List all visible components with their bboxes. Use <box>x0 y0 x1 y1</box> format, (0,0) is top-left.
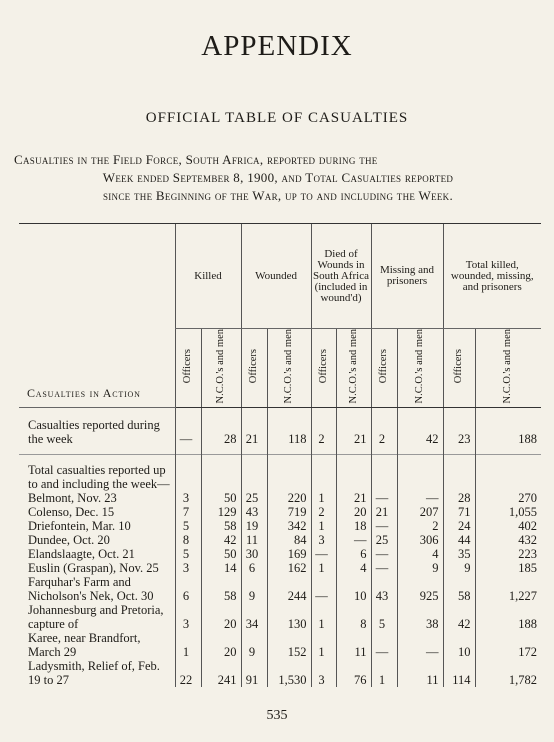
table-row <box>19 491 541 505</box>
cell-missing-men: — <box>397 491 443 505</box>
cell-killed-men: 129 <box>201 505 241 519</box>
cell-missing-officers: 5 <box>371 603 397 631</box>
cell-total-officers: 42 <box>443 603 475 631</box>
subheader-ncos <box>336 329 371 408</box>
cell-total-men: 188 <box>475 407 541 454</box>
subheader-officers-label: Officers <box>453 349 465 384</box>
page-number: 535 <box>266 708 288 723</box>
cell-total-officers: 58 <box>443 575 475 603</box>
group-header-died-of-wounds: Died of Wounds in South Africa (included in wound'd) <box>311 224 371 329</box>
caption-line-2: Week ended September 8, 1900, and Total Casualties reported <box>102 170 454 185</box>
cell-total-men: 188 <box>475 603 541 631</box>
cell-missing-men: 9 <box>397 561 443 575</box>
cell-total-officers: 24 <box>443 519 475 533</box>
cell-killed-officers: 3 <box>175 561 201 575</box>
cell-died-men: 11 <box>336 631 371 659</box>
cell-killed-officers: 6 <box>175 575 201 603</box>
cell-wounded-officers: 43 <box>241 505 267 519</box>
cell-wounded-men: 169 <box>267 547 311 561</box>
cell-wounded-officers: 34 <box>241 603 267 631</box>
cell-killed-officers: 5 <box>175 519 201 533</box>
cell-died-men: 10 <box>336 575 371 603</box>
row-label: Karee, near Brandfort, March 29 <box>28 630 141 659</box>
cell-killed-officers: 7 <box>175 505 201 519</box>
subheader-ncos-label: N.C.O.'s and men <box>215 329 226 404</box>
cell-died-men: 18 <box>336 519 371 533</box>
cell-missing-men: 4 <box>397 547 443 561</box>
cell-missing-officers: — <box>371 519 397 533</box>
table-row <box>19 519 541 533</box>
subheader-officers-label: Officers <box>317 349 329 384</box>
cell-killed-officers: 3 <box>175 603 201 631</box>
cell-wounded-men: 1,530 <box>267 659 311 687</box>
table-row-week <box>19 407 541 454</box>
row-label: Colenso, Dec. 15 <box>28 504 115 519</box>
cell-wounded-officers: 21 <box>241 407 267 454</box>
group-header-wounded: Wounded <box>241 224 311 329</box>
caption-line-3: since the Beginning of the War, up to and including the Week. <box>102 188 454 203</box>
cell-wounded-men: 130 <box>267 603 311 631</box>
cell-total-officers: 35 <box>443 547 475 561</box>
cell-missing-officers: 2 <box>371 407 397 454</box>
cell-died-officers: 1 <box>311 631 336 659</box>
cell-missing-officers: 25 <box>371 533 397 547</box>
cell-total-officers: 10 <box>443 631 475 659</box>
cell-died-men: — <box>336 533 371 547</box>
battle-rows <box>19 491 541 687</box>
cell-wounded-officers: 25 <box>241 491 267 505</box>
cell-died-officers: 1 <box>311 561 336 575</box>
cell-wounded-officers: 11 <box>241 533 267 547</box>
cell-wounded-officers: 6 <box>241 561 267 575</box>
table-row <box>19 561 541 575</box>
cell-total-men: 402 <box>475 519 541 533</box>
table-row-total-heading <box>19 454 541 491</box>
cell-total-men: 1,782 <box>475 659 541 687</box>
cell-wounded-men: 244 <box>267 575 311 603</box>
cell-killed-men: 28 <box>201 407 241 454</box>
cell-wounded-officers: 9 <box>241 631 267 659</box>
subheader-officers-label: Officers <box>248 349 259 384</box>
cell-died-officers: — <box>311 575 336 603</box>
cell-killed-officers: 1 <box>175 631 201 659</box>
cell-missing-officers: 1 <box>371 659 397 687</box>
cell-missing-officers: — <box>371 561 397 575</box>
cell-wounded-men: 220 <box>267 491 311 505</box>
row-label: Dundee, Oct. 20 <box>28 532 110 547</box>
cell-total-officers: 28 <box>443 491 475 505</box>
cell-wounded-men: 719 <box>267 505 311 519</box>
table-caption <box>14 151 542 205</box>
table-row <box>19 505 541 519</box>
cell-missing-men: 925 <box>397 575 443 603</box>
cell-wounded-men: 342 <box>267 519 311 533</box>
cell-died-officers: 3 <box>311 659 336 687</box>
cell-wounded-men: 162 <box>267 561 311 575</box>
cell-wounded-men: 118 <box>267 407 311 454</box>
subheader-ncos-label: N.C.O.'s and men <box>414 329 426 404</box>
cell-missing-officers: — <box>371 491 397 505</box>
group-header-killed: Killed <box>175 224 241 329</box>
cell-missing-officers: — <box>371 631 397 659</box>
cell-killed-officers: 5 <box>175 547 201 561</box>
cell-missing-officers: 43 <box>371 575 397 603</box>
subheader-officers <box>311 329 336 408</box>
subheader-ncos <box>201 329 241 408</box>
table-row <box>19 575 541 603</box>
table-row <box>19 659 541 687</box>
cell-killed-men: 50 <box>201 491 241 505</box>
cell-killed-men: 14 <box>201 561 241 575</box>
cell-total-officers: 44 <box>443 533 475 547</box>
cell-died-men: 21 <box>336 407 371 454</box>
cell-total-men: 270 <box>475 491 541 505</box>
cell-missing-men: 42 <box>397 407 443 454</box>
row-label: Ladysmith, Relief of, Feb. 19 to 27 <box>28 658 160 687</box>
cell-wounded-officers: 9 <box>241 575 267 603</box>
subheader-officers <box>371 329 397 408</box>
cell-killed-men: 241 <box>201 659 241 687</box>
row-label: Elandslaagte, Oct. 21 <box>28 546 135 561</box>
cell-killed-men: 50 <box>201 547 241 561</box>
cell-missing-men: 2 <box>397 519 443 533</box>
row-label: Farquhar's Farm and Nicholson's Nek, Oct. 30 <box>28 574 154 603</box>
cell-total-officers: 23 <box>443 407 475 454</box>
cell-killed-men: 42 <box>201 533 241 547</box>
cell-total-men: 1,227 <box>475 575 541 603</box>
group-header-missing: Missing and prisoners <box>371 224 443 329</box>
cell-missing-men: 11 <box>397 659 443 687</box>
cell-died-officers: 1 <box>311 603 336 631</box>
caption-line-1: Casualties in the Field Force, South Africa, reported during the <box>14 152 378 167</box>
cell-wounded-officers: 19 <box>241 519 267 533</box>
row-label: Johannesburg and Pretoria, capture of <box>28 602 164 631</box>
subheader-ncos-label: N.C.O.'s and men <box>283 329 294 404</box>
subheader-ncos-label: N.C.O.'s and men <box>347 329 359 404</box>
cell-missing-officers: — <box>371 547 397 561</box>
subheader-ncos <box>267 329 311 408</box>
page-title: APPENDIX <box>201 30 353 62</box>
cell-total-officers: 71 <box>443 505 475 519</box>
cell-died-men: 8 <box>336 603 371 631</box>
total-heading-label: Total casualties reported up to and including the week— <box>19 454 175 491</box>
cell-total-men: 185 <box>475 561 541 575</box>
cell-wounded-men: 84 <box>267 533 311 547</box>
table-row <box>19 547 541 561</box>
cell-died-men: 21 <box>336 491 371 505</box>
table-row <box>19 533 541 547</box>
cell-died-officers: 2 <box>311 505 336 519</box>
cell-killed-officers: 8 <box>175 533 201 547</box>
cell-died-men: 4 <box>336 561 371 575</box>
cell-total-officers: 9 <box>443 561 475 575</box>
cell-killed-officers: — <box>175 407 201 454</box>
cell-died-men: 76 <box>336 659 371 687</box>
cell-missing-men: 207 <box>397 505 443 519</box>
cell-wounded-officers: 91 <box>241 659 267 687</box>
cell-died-officers: 2 <box>311 407 336 454</box>
table-row <box>19 631 541 659</box>
subheader-ncos-label: N.C.O.'s and men <box>502 329 514 404</box>
cell-died-officers: 1 <box>311 519 336 533</box>
cell-killed-men: 20 <box>201 603 241 631</box>
subheader-officers-label: Officers <box>182 349 193 384</box>
cell-missing-men: — <box>397 631 443 659</box>
row-label: Belmont, Nov. 23 <box>28 490 117 505</box>
table-row <box>19 603 541 631</box>
cell-total-men: 432 <box>475 533 541 547</box>
subheader-ncos <box>475 329 541 408</box>
cell-killed-officers: 3 <box>175 491 201 505</box>
subheader-ncos <box>397 329 443 408</box>
cell-total-men: 172 <box>475 631 541 659</box>
table-title: OFFICIAL TABLE OF CASUALTIES <box>145 110 409 126</box>
row-label: Euslin (Graspan), Nov. 25 <box>28 560 159 575</box>
cell-total-men: 1,055 <box>475 505 541 519</box>
cell-wounded-officers: 30 <box>241 547 267 561</box>
cell-died-men: 6 <box>336 547 371 561</box>
cell-total-officers: 114 <box>443 659 475 687</box>
cell-killed-men: 58 <box>201 575 241 603</box>
row-label: Casualties reported during the week <box>28 417 160 446</box>
cell-missing-men: 306 <box>397 533 443 547</box>
cell-missing-men: 38 <box>397 603 443 631</box>
cell-died-officers: 1 <box>311 491 336 505</box>
cell-total-men: 223 <box>475 547 541 561</box>
subheader-officers <box>175 329 201 408</box>
cell-wounded-men: 152 <box>267 631 311 659</box>
subheader-officers <box>241 329 267 408</box>
row-label: Driefontein, Mar. 10 <box>28 518 131 533</box>
cell-died-officers: — <box>311 547 336 561</box>
cell-died-men: 20 <box>336 505 371 519</box>
casualty-table-wrapper <box>19 223 541 687</box>
cell-killed-men: 58 <box>201 519 241 533</box>
cell-killed-officers: 22 <box>175 659 201 687</box>
casualty-table <box>19 223 541 687</box>
cell-missing-officers: 21 <box>371 505 397 519</box>
group-header-total: Total killed, wounded, missing, and prisoners <box>443 224 541 329</box>
subheader-officers <box>443 329 475 408</box>
column-header-casualties-in-action: Casualties in Action <box>19 224 175 408</box>
subheader-officers-label: Officers <box>378 349 390 384</box>
cell-killed-men: 20 <box>201 631 241 659</box>
cell-died-officers: 3 <box>311 533 336 547</box>
